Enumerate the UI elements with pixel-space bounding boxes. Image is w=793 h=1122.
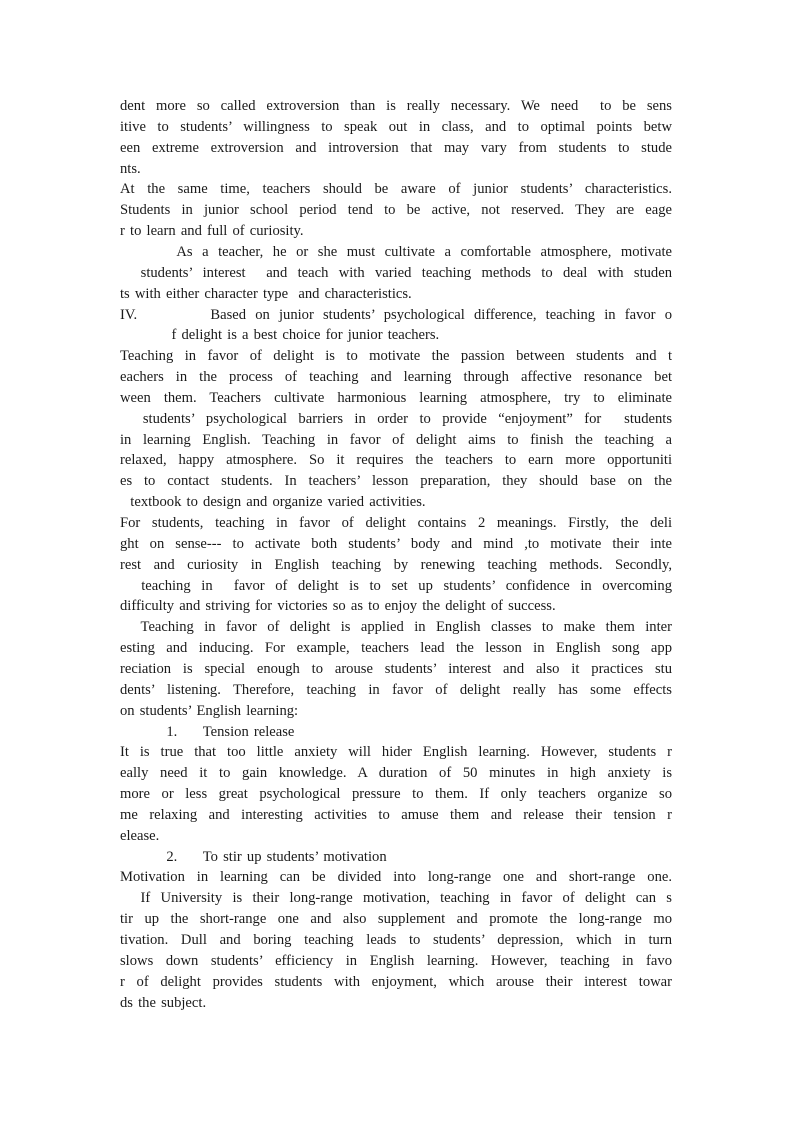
- text-line: 1. Tension release: [120, 723, 295, 740]
- text-line: more or less great psychological pressure to them. If only teachers organize so: [120, 786, 672, 803]
- text-line: At the same time, teachers should be aware of junior students’ characteristics.: [120, 181, 672, 198]
- text-line: me relaxing and interesting activities to amuse them and release their tension r: [120, 806, 672, 823]
- text-line: relaxed, happy atmosphere. So it requires the teachers to earn more opportuniti: [120, 452, 672, 469]
- text-line: dent more so called extroversion than is really necessary. We need to be sens: [120, 98, 672, 114]
- text-line: on students’ English learning:: [120, 702, 299, 719]
- text-line: It is true that too little anxiety will hider English learning. However, students r: [120, 744, 672, 761]
- text-line: esting and inducing. For example, teachers lead the lesson in English song app: [120, 640, 672, 657]
- text-line: ts with either character type and characteristics.: [120, 285, 412, 302]
- text-line: eally need it to gain knowledge. A duration of 50 minutes in high anxiety is: [120, 765, 672, 782]
- text-line: rest and curiosity in English teaching by renewing teaching methods. Secondly,: [120, 556, 672, 573]
- text-line: nts.: [120, 160, 141, 177]
- text-line: r to learn and full of curiosity.: [120, 223, 304, 240]
- text-line: reciation is special enough to arouse students’ interest and also it practices stu: [120, 660, 672, 677]
- text-line: eachers in the process of teaching and learning through affective resonance bet: [120, 369, 672, 386]
- text-line: teaching in favor of delight is to set up students’ confidence in overcoming: [120, 577, 672, 594]
- text-line: slows down students’ efficiency in English learning. However, teaching in favo: [120, 952, 672, 969]
- text-line: difficulty and striving for victories so as to enjoy the delight of success.: [120, 598, 556, 615]
- text-line: students’ psychological barriers in order to provide “enjoyment” for students: [120, 410, 672, 427]
- text-line: IV. Based on junior students’ psychological difference, teaching in favor o: [120, 306, 672, 323]
- text-line: For students, teaching in favor of delight contains 2 meanings. Firstly, the deli: [120, 515, 672, 531]
- text-line: in learning English. Teaching in favor of delight aims to finish the teaching a: [120, 431, 672, 448]
- text-line: dents’ listening. Therefore, teaching in favor of delight really has some effects: [120, 681, 672, 698]
- text-line: If University is their long-range motivation, teaching in favor of delight can s: [120, 890, 672, 907]
- text-line: Motivation in learning can be divided into long-range one and short-range one.: [120, 869, 672, 886]
- text-line: students’ interest and teach with varied teaching methods to deal with studen: [120, 264, 672, 281]
- text-line: es to contact students. In teachers’ lesson preparation, they should base on the: [120, 473, 672, 490]
- text-line: r of delight provides students with enjoyment, which arouse their interest towar: [120, 973, 672, 990]
- text-line: een extreme extroversion and introversion that may vary from students to stude: [120, 139, 672, 156]
- text-line: tir up the short-range one and also supplement and promote the long-range mo: [120, 911, 672, 928]
- text-line: ds the subject.: [120, 994, 207, 1011]
- text-line: Teaching in favor of delight is applied in English classes to make them inter: [120, 619, 672, 636]
- text-line: textbook to design and organize varied activities.: [120, 494, 426, 511]
- text-line: 2. To stir up students’ motivation: [120, 848, 387, 865]
- text-line: itive to students’ willingness to speak out in class, and to optimal points betw: [120, 118, 672, 135]
- text-line: ght on sense--- to activate both students’ body and mind ,to motivate their inte: [120, 535, 672, 552]
- text-line: tivation. Dull and boring teaching leads to students’ depression, which in turn: [120, 932, 672, 948]
- text-line: As a teacher, he or she must cultivate a comfortable atmosphere, motivate: [120, 243, 672, 260]
- text-line: elease.: [120, 827, 160, 844]
- text-line: Teaching in favor of delight is to motivate the passion between students and t: [120, 348, 672, 365]
- text-line: ween them. Teachers cultivate harmonious learning atmosphere, try to eliminate: [120, 389, 672, 406]
- text-line: f delight is a best choice for junior teachers.: [120, 327, 440, 344]
- text-line: Students in junior school period tend to be active, not reserved. They are eage: [120, 202, 672, 219]
